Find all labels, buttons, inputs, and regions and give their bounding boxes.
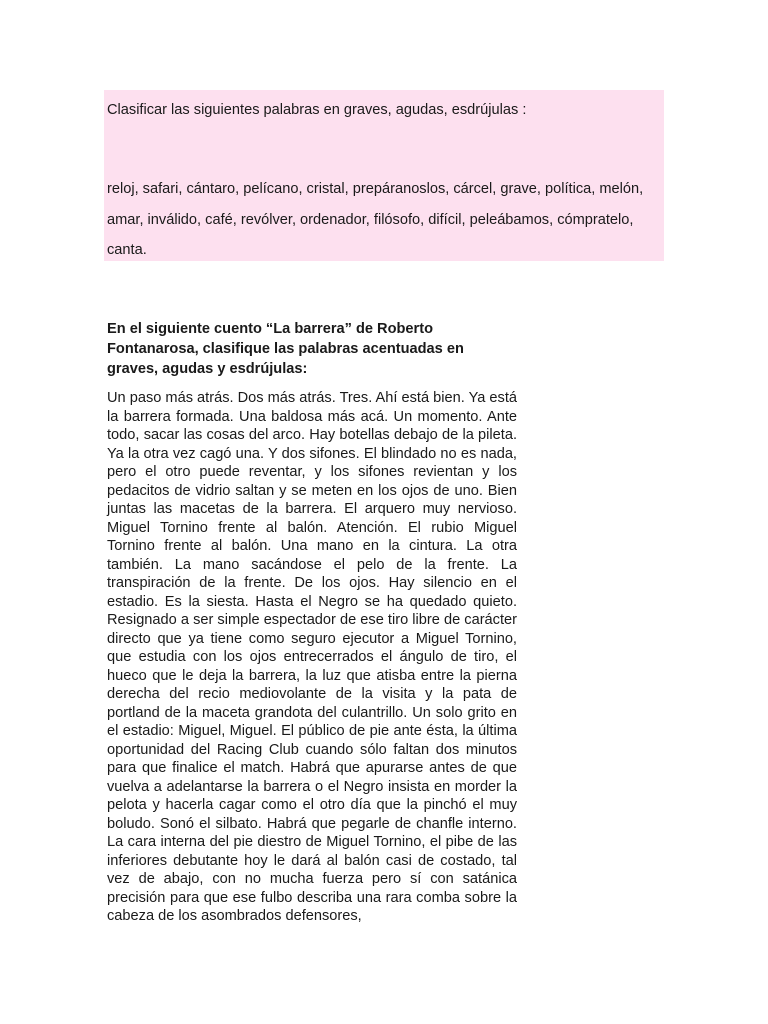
- exercise-instruction: Clasificar las siguientes palabras en graves, agudas, esdrújulas :: [107, 102, 527, 118]
- story-body: Un paso más atrás. Dos más atrás. Tres. Ahí está bien. Ya está la barrera formada. Una baldosa más acá. Un momento. Ante todo, sacar las cosas del arco. Hay botellas debajo de la pileta. Ya la otra vez cagó una. Y dos sifones. El blindado no es nada, pero el otro puede reventar, y los sifones revientan y los pedacitos de vidrio saltan y se meten en los ojos de uno. Bien juntas las macetas de la barrera. El arquero muy nervioso. Miguel Tornino frente al balón. Atención. El rubio Miguel Tornino frente al balón. Una mano en la cintura. La otra también. La mano sacándose el pelo de la frente. La transpiración de la frente. De los ojos. Hay silencio en el estadio. Es la siesta. Hasta el Negro se ha quedado quieto. Resignado a ser simple espectador de ese tiro libre de carácter directo que ya tiene como seguro ejecutor a Miguel Tornino, que estudia con los ojos entrecerrados el ángulo de tiro, el hueco que le deja la barrera, la luz que atisba entre la pierna derecha del recio mediovolante de la visita y la pata de portland de la maceta grandota del culantrillo. Un solo grito en el estadio: Miguel, Miguel. El público de pie ante ésta, la última oportunidad del Racing Club cuando sólo faltan dos minutos para que finalice el match. Habrá que apurarse antes de que vuelva a adelantarse la barrera o el Negro insista en morder la pelota y hacerla cagar como el otro día que la pinchó el muy boludo. Sonó el silbato. Habrá que pegarle de chanfle interno. La cara interna del pie diestro de Miguel Tornino, el pibe de las inferiores debutante hoy le dará al balón casi de costado, tal vez de abajo, con no mucha fuerza pero sí con satánica precisión para que ese fulbo describa una rara comba sobre la cabeza de los asombrados defensores,: [107, 390, 517, 924]
- exercise-box: [104, 90, 664, 261]
- word-list: reloj, safari, cántaro, pelícano, cristal, prepáranoslos, cárcel, grave, política, melón, amar, inválido, café, revólver, ordenador, filósofo, difícil, peleábamos, cómpratelo, canta.: [107, 181, 644, 258]
- story-heading: En el siguiente cuento “La barrera” de Roberto Fontanarosa, clasifique las palabras acentuadas en graves, agudas y esdrújulas:: [107, 321, 464, 377]
